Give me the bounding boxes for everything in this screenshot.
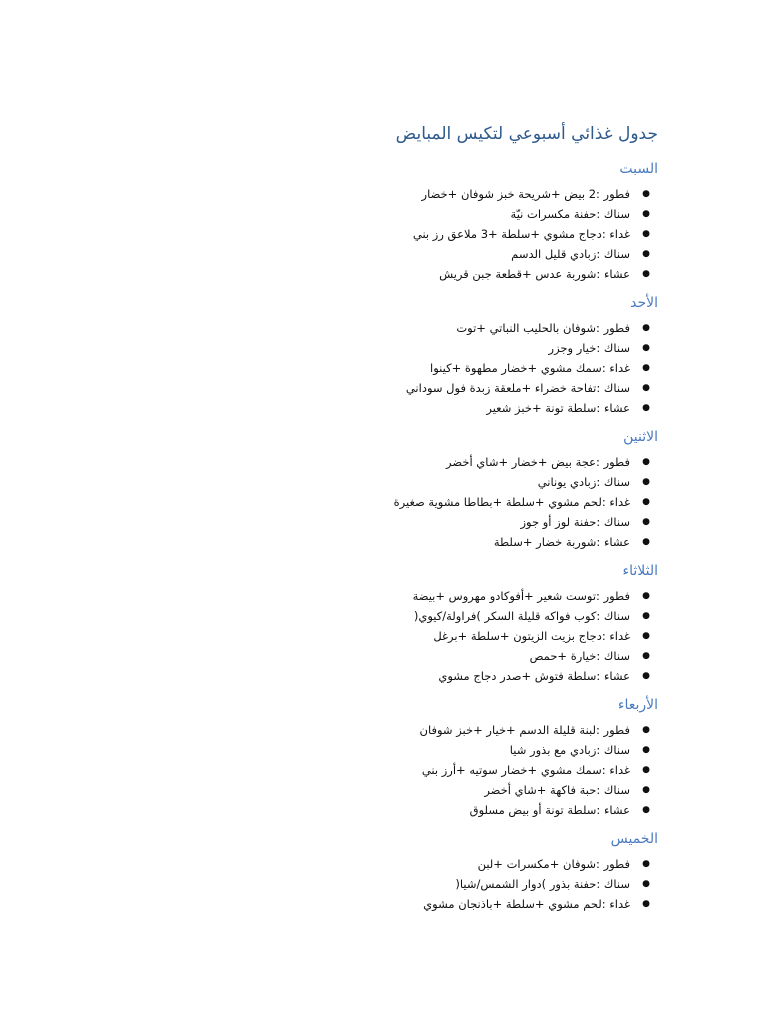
- bullet-icon: ●: [642, 497, 650, 507]
- bullet-icon: ●: [642, 249, 650, 259]
- day-heading: الأربعاء: [617, 697, 658, 713]
- day-section: [338, 826, 658, 914]
- meal-text: غداء :دجاج مشوي +سلطة +3 ملاعق رز بني: [412, 227, 630, 241]
- day-section: [338, 156, 658, 284]
- meal-text: عشاء :سلطة تونة أو بيض مسلوق: [469, 803, 630, 817]
- meal-text: سناك :حبة فاكهة +شاي أخضر: [484, 783, 630, 797]
- meal-item: [338, 626, 658, 646]
- bullet-icon: ●: [642, 671, 650, 681]
- meal-list: [338, 720, 658, 820]
- meal-item: [338, 666, 658, 686]
- day-heading: الأحد: [630, 295, 658, 311]
- meal-text: غداء :سمك مشوي +خضار سوتيه +أرز بني: [421, 763, 630, 777]
- meal-text: عشاء :سلطة فتوش +صدر دجاج مشوي: [438, 669, 630, 683]
- meal-text: سناك :زبادي يوناني: [537, 475, 630, 489]
- meal-text: سناك :زبادي قليل الدسم: [511, 247, 630, 261]
- meal-item: [338, 646, 658, 666]
- bullet-icon: ●: [642, 209, 650, 219]
- meal-text: غداء :لحم مشوي +سلطة +باذنجان مشوي: [423, 897, 630, 911]
- day-heading: الثلاثاء: [622, 563, 658, 579]
- meal-item: [338, 358, 658, 378]
- day-heading: الاثنين: [623, 429, 658, 445]
- meal-text: سناك :خيارة +حمص: [529, 649, 630, 663]
- meal-text: عشاء :سلطة تونة +خبز شعير: [486, 401, 630, 415]
- document-page: [338, 118, 658, 914]
- bullet-icon: ●: [642, 611, 650, 621]
- meal-list: [338, 318, 658, 418]
- document-title: جدول غذائي أسبوعي لتكيس المبايض: [395, 124, 658, 144]
- meal-item: [338, 378, 658, 398]
- meal-text: عشاء :شوربة خضار +سلطة: [493, 535, 630, 549]
- meal-text: فطور :توست شعير +أفوكادو مهروس +بيضة: [412, 589, 630, 603]
- meal-item: [338, 800, 658, 820]
- meal-item: [338, 606, 658, 626]
- meal-item: [338, 338, 658, 358]
- meal-item: [338, 184, 658, 204]
- bullet-icon: ●: [642, 229, 650, 239]
- meal-list: [338, 184, 658, 284]
- meal-text: سناك :كوب فواكه قليلة السكر )فراولة/كيوي(: [413, 609, 630, 623]
- meal-item: [338, 512, 658, 532]
- meal-item: [338, 204, 658, 224]
- bullet-icon: ●: [642, 269, 650, 279]
- meal-item: [338, 780, 658, 800]
- meal-text: فطور :شوفان +مكسرات +لبن: [477, 857, 630, 871]
- meal-text: غداء :سمك مشوي +خضار مطهوة +كينوا: [430, 361, 630, 375]
- meal-item: [338, 452, 658, 472]
- day-heading: الخميس: [610, 831, 658, 847]
- meal-item: [338, 854, 658, 874]
- bullet-icon: ●: [642, 383, 650, 393]
- days-list: [338, 156, 658, 914]
- meal-text: فطور :لبنة قليلة الدسم +خيار +خبز شوفان: [419, 723, 630, 737]
- bullet-icon: ●: [642, 899, 650, 909]
- bullet-icon: ●: [642, 457, 650, 467]
- meal-text: سناك :حفنة بذور )دوار الشمس/شيا(: [455, 877, 630, 891]
- bullet-icon: ●: [642, 363, 650, 373]
- meal-text: سناك :حفنة مكسرات نيّة: [510, 207, 630, 221]
- meal-item: [338, 586, 658, 606]
- meal-text: سناك :زبادي مع بذور شيا: [509, 743, 630, 757]
- meal-item: [338, 398, 658, 418]
- meal-item: [338, 318, 658, 338]
- bullet-icon: ●: [642, 477, 650, 487]
- meal-list: [338, 452, 658, 552]
- meal-list: [338, 854, 658, 914]
- bullet-icon: ●: [642, 403, 650, 413]
- bullet-icon: ●: [642, 323, 650, 333]
- meal-item: [338, 740, 658, 760]
- bullet-icon: ●: [642, 517, 650, 527]
- bullet-icon: ●: [642, 765, 650, 775]
- bullet-icon: ●: [642, 785, 650, 795]
- meal-item: [338, 472, 658, 492]
- meal-text: سناك :تفاحة خضراء +ملعقة زبدة فول سوداني: [405, 381, 630, 395]
- meal-text: غداء :دجاج بزيت الزيتون +سلطة +برغل: [433, 629, 630, 643]
- meal-item: [338, 224, 658, 244]
- bullet-icon: ●: [642, 189, 650, 199]
- meal-text: فطور :2 بيض +شريحة خبز شوفان +خضار: [421, 187, 630, 201]
- bullet-icon: ●: [642, 591, 650, 601]
- meal-item: [338, 264, 658, 284]
- meal-text: سناك :حفنة لوز أو جوز: [520, 515, 630, 529]
- meal-item: [338, 874, 658, 894]
- bullet-icon: ●: [642, 725, 650, 735]
- meal-item: [338, 894, 658, 914]
- meal-text: فطور :شوفان بالحليب النباتي +توت: [456, 321, 630, 335]
- bullet-icon: ●: [642, 651, 650, 661]
- bullet-icon: ●: [642, 745, 650, 755]
- day-section: [338, 558, 658, 686]
- meal-item: [338, 760, 658, 780]
- meal-item: [338, 492, 658, 512]
- meal-item: [338, 532, 658, 552]
- meal-text: عشاء :شوربة عدس +قطعة جبن قريش: [439, 267, 630, 281]
- meal-list: [338, 586, 658, 686]
- bullet-icon: ●: [642, 879, 650, 889]
- meal-text: سناك :خيار وجزر: [548, 341, 630, 355]
- day-section: [338, 290, 658, 418]
- meal-text: غداء :لحم مشوي +سلطة +بطاطا مشوية صغيرة: [393, 495, 630, 509]
- day-section: [338, 424, 658, 552]
- meal-item: [338, 720, 658, 740]
- bullet-icon: ●: [642, 805, 650, 815]
- bullet-icon: ●: [642, 343, 650, 353]
- day-section: [338, 692, 658, 820]
- bullet-icon: ●: [642, 859, 650, 869]
- meal-text: فطور :عجة بيض +خضار +شاي أخضر: [446, 455, 630, 469]
- bullet-icon: ●: [642, 631, 650, 641]
- day-heading: السبت: [619, 161, 658, 177]
- meal-item: [338, 244, 658, 264]
- bullet-icon: ●: [642, 537, 650, 547]
